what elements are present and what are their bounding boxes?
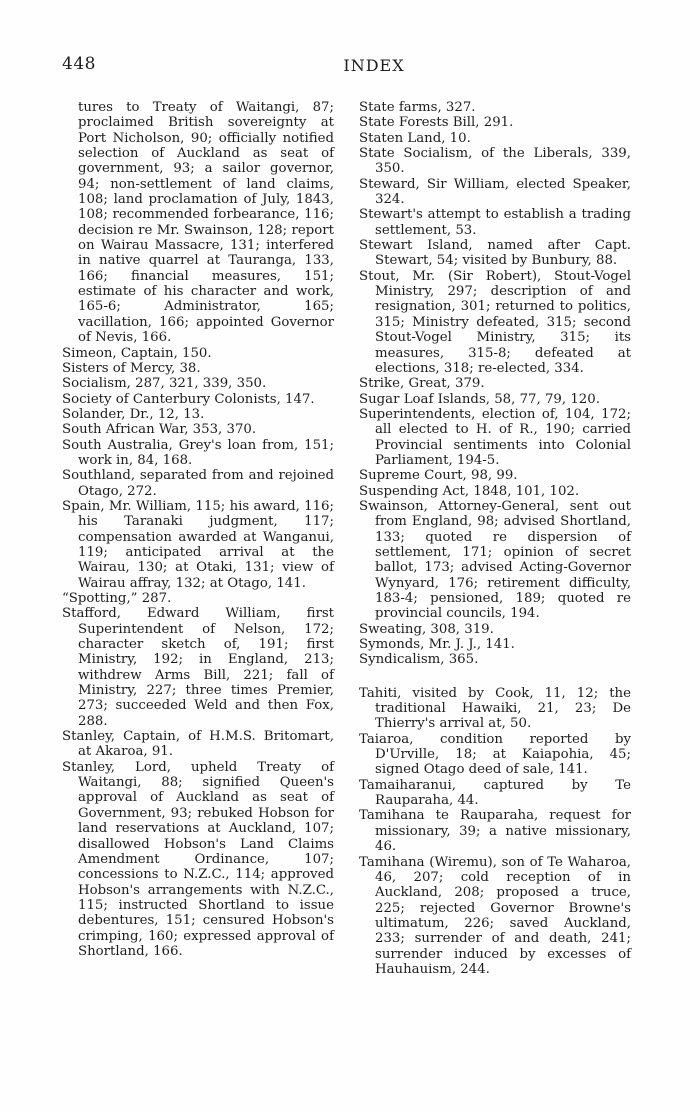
index-entry: Stanley, Lord, upheld Treaty of Waitangi, 88; signified Queen's approval of Auckland as seat of Government, 93; rebuked Hobson for land reservations at Auckland, 107; disallowed Hobson's Land Claims Amendment Ordinance, 107; concessions to N.Z.C., 114; approved Hobson's arrangements with N.Z.C., 115; instructed Shortland to issue debentures, 151; censured Hobson's crimping, 160; expressed approval of Shortland, 166.	[62, 759, 334, 959]
index-entry: Solander, Dr., 12, 13.	[62, 406, 205, 422]
running-head: INDEX	[343, 56, 405, 75]
index-entry: Sugar Loaf Islands, 58, 77, 79, 120.	[359, 391, 600, 407]
index-entry: Sweating, 308, 319.	[359, 621, 494, 637]
index-entry: State Socialism, of the Liberals, 339, 350.	[359, 146, 631, 177]
page-number: 448	[62, 54, 96, 74]
index-entry: Stewart Island, named after Capt. Stewart, 54; visited by Bunbury, 88.	[359, 238, 631, 269]
index-entry: Symonds, Mr. J. J., 141.	[359, 637, 515, 653]
index-entry: Southland, separated from and rejoined Otago, 272.	[62, 468, 334, 499]
index-entry: South Australia, Grey's loan from, 151; work in, 84, 168.	[62, 437, 334, 468]
index-entry: Sisters of Mercy, 38.	[62, 360, 201, 376]
index-entry: Stanley, Captain, of H.M.S. Britomart, at Akaroa, 91.	[62, 729, 334, 760]
index-entry: Simeon, Captain, 150.	[62, 345, 212, 361]
index-entry: Stafford, Edward William, first Superintendent of Nelson, 172; character sketch of, 191; first Ministry, 192; in England, 213; withdrew Arms Bill, 221; fall of Ministry, 227; three times Premier, 273; succeeded Weld and then Fox, 288.	[62, 606, 334, 729]
index-entry: Swainson, Attorney-General, sent out from England, 98; advised Shortland, 133; quoted re dispersion of settlement, 171; opinion of secret ballot, 173; advised Acting-Governor Wynyard, 176; retirement difficulty, 183-4; pensioned, 189; quoted re provincial councils, 194.	[359, 498, 631, 622]
index-entry: Strike, Great, 379.	[359, 376, 485, 392]
index-entry: Tamihana (Wiremu), son of Te Waharoa, 46, 207; cold reception of in Auckland, 208; proposed a truce, 225; rejected Governor Browne's ultimatum, 226; saved Auckland, 233; surrender of and death, 241; surrender induced by excesses of Hauhauism, 244.	[359, 854, 631, 977]
index-entry: Socialism, 287, 321, 339, 350.	[62, 376, 267, 392]
index-entry: Suspending Act, 1848, 101, 102.	[359, 483, 580, 499]
index-entry: Syndicalism, 365.	[359, 652, 479, 668]
index-entry: Tahiti, visited by Cook, 11, 12; the traditional Hawaiki, 21, 23; De Thierry's arrival at, 50.	[359, 685, 631, 732]
index-entry: Stewart's attempt to establish a trading settlement, 53.	[359, 207, 631, 238]
index-entry: Tamaiharanui, captured by Te Rauparaha, 44.	[359, 777, 631, 809]
index-entry: Steward, Sir William, elected Speaker, 324.	[359, 176, 631, 208]
index-entry: tures to Treaty of Waitangi, 87; proclaimed British sovereignty at Port Nicholson, 90; officially notified selection of Auckland as seat of government, 93; a sailor governor, 94; non-settlement of land claims, 108; land proclamation of July, 1843, 108; recommended forbearance, 116; decision re Mr. Swainson, 128; report on Wairau Massacre, 131; interfered in native quarrel at Tauranga, 133, 166; financial measures, 151; estimate of his character and work, 165-6; Administrator, 165; vacillation, 166; appointed Governor of Nevis, 166.	[78, 100, 334, 346]
index-entry: Superintendents, election of, 104, 172; all elected to H. of R., 190; carried Provincial sentiments into Colonial Parliament, 194-5.	[359, 406, 631, 468]
index-entry: Staten Land, 10.	[359, 130, 471, 146]
left-index-column	[62, 100, 334, 959]
index-entry: “Spotting,” 287.	[62, 591, 172, 606]
index-entry: Tamihana te Rauparaha, request for missionary, 39; a native missionary, 46.	[359, 808, 631, 855]
index-entry: Society of Canterbury Colonists, 147.	[62, 391, 315, 407]
index-entry: Taiaroa, condition reported by D'Urville, 18; at Kaiapohia, 45; signed Otago deed of sale, 141.	[359, 731, 631, 778]
index-entry: Spain, Mr. William, 115; his award, 116; his Taranaki judgment, 117; compensation awarded at Wanganui, 119; anticipated arrival at the Wairau, 130; at Otaki, 131; view of Wairau affray, 132; at Otago, 141.	[62, 498, 334, 591]
index-entry: Stout, Mr. (Sir Robert), Stout-Vogel Ministry, 297; description of and resignation, 301; returned to politics, 315; Ministry defeated, 315; second Stout-Vogel Ministry, 315; its measures, 315-8; defeated at elections, 318; re-elected, 334.	[359, 268, 631, 376]
index-entry: South African War, 353, 370.	[62, 422, 257, 438]
index-entry: State farms, 327.	[359, 100, 476, 115]
right-index-column	[359, 100, 631, 977]
index-entry: Supreme Court, 98, 99.	[359, 468, 518, 484]
index-entry: State Forests Bill, 291.	[359, 115, 514, 131]
page-header	[62, 54, 662, 77]
section-gap	[359, 668, 631, 686]
